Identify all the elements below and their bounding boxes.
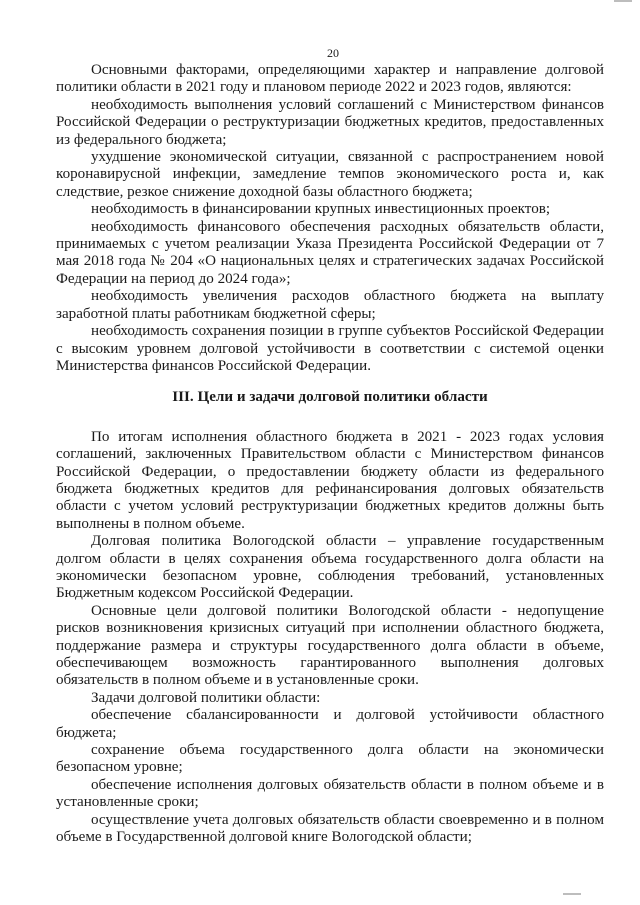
- paragraph: необходимость сохранения позиции в группе субъектов Российской Федерации с высоким уровнем долговой устойчивости в соответствии с системой оценки Министерства финансов Российской Федерации.: [56, 323, 604, 374]
- paragraph: ухудшение экономической ситуации, связанной с распространением новой коронавирусной инфекции, замедление темпов экономического роста и, как следствие, резкое снижение доходной базы областного бюджета;: [56, 149, 604, 200]
- scan-mark-bottom: [563, 893, 581, 895]
- paragraph: необходимость финансового обеспечения расходных обязательств области, принимаемых с учетом реализации Указа Президента Российской Федерации от 7 мая 2018 года № 204 «О национальных целях и стратегических задачах Российской Федерации на период до 2024 года»;: [56, 218, 604, 287]
- document-page: [56, 46, 604, 846]
- paragraph: осуществление учета долговых обязательств области своевременно и в полном объеме в Государственной долговой книге Вологодской области;: [56, 811, 604, 846]
- scan-mark-top: [614, 0, 632, 2]
- paragraph: обеспечение исполнения долговых обязательств области в полном объеме и в установленные сроки;: [56, 776, 604, 811]
- paragraph: обеспечение сбалансированности и долговой устойчивости областного бюджета;: [56, 707, 604, 741]
- page-number: 20: [327, 46, 339, 60]
- goals-section: [56, 429, 604, 847]
- paragraph: необходимость выполнения условий соглашений с Министерством финансов Российской Федерации о реструктуризации бюджетных кредитов, предоставленных из федерального бюджета;: [56, 96, 604, 148]
- paragraph: сохранение объема государственного долга области на экономически безопасном уровне;: [56, 742, 604, 776]
- paragraph: По итогам исполнения областного бюджета в 2021 - 2023 годах условия соглашений, заключенных Правительством области с Министерством финансов Российской Федерации, о предоставлении бюджету области из федерального бюджета бюджетных кредитов для рефинансирования долговых обязательств области с учетом условий реструктуризации бюджетных кредитов должны быть выполнены в полном объеме.: [56, 428, 604, 532]
- paragraph: Задачи долговой политики области:: [91, 689, 321, 706]
- paragraph: необходимость увеличения расходов областного бюджета на выплату заработной платы работникам бюджетной сферы;: [56, 288, 604, 322]
- section-heading: III. Цели и задачи долговой политики области: [172, 389, 488, 406]
- paragraph: необходимость в финансировании крупных инвестиционных проектов;: [91, 201, 551, 218]
- paragraph: Основными факторами, определяющими характер и направление долговой политики области в 2021 году и плановом периоде 2022 и 2023 годов, являются:: [56, 62, 604, 96]
- paragraph: Основные цели долговой политики Вологодской области - недопущение рисков возникновения кризисных ситуаций при исполнении областного бюджета, поддержание размера и структуры государственного долга области в объеме, обеспечивающем возможность гарантированного выполнения долговых обязательств в полном объеме и в установленные сроки.: [56, 602, 604, 689]
- factors-section: [56, 62, 604, 375]
- paragraph: Долговая политика Вологодской области – управление государственным долгом области в целях сохранения объема государственного долга области на экономически безопасном уровне, соблюдения требований, установленных Бюджетным кодексом Российской Федерации.: [56, 533, 604, 602]
